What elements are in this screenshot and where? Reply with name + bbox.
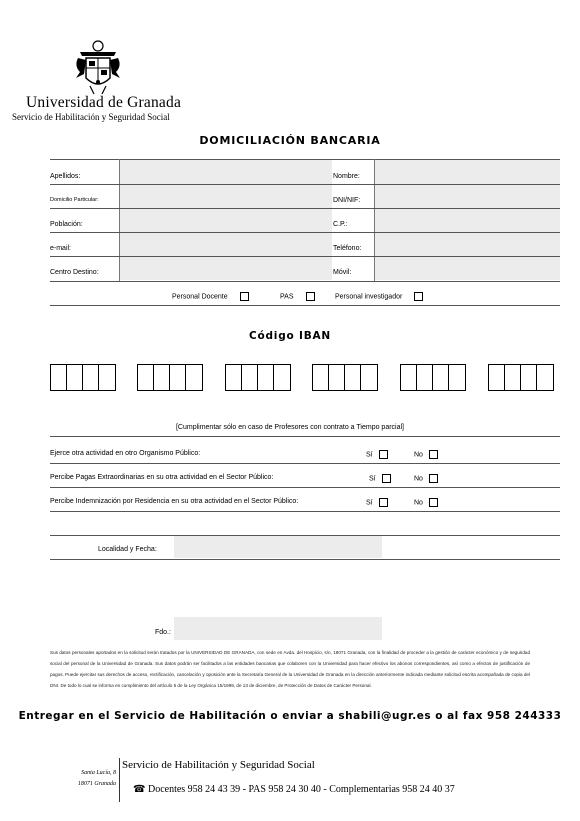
no-label: No (414, 451, 423, 459)
checkbox-pas[interactable] (306, 292, 315, 301)
iban-digit-box[interactable] (449, 365, 465, 390)
role-option-docente[interactable] (172, 292, 249, 301)
iban-digit-box[interactable] (345, 365, 361, 390)
answer-no-3[interactable] (414, 498, 438, 507)
address-line-2: 18071 Granada (77, 781, 116, 787)
footer-phones-text: Docentes 958 24 43 39 - PAS 958 24 30 40 - Complementarias 958 24 40 37 (147, 784, 455, 795)
iban-digit-box[interactable] (489, 365, 505, 390)
role-label-docente: Personal Docente (172, 293, 228, 301)
role-option-pas[interactable] (280, 292, 315, 301)
iban-digit-box[interactable] (138, 365, 154, 390)
role-label-pas: PAS (280, 293, 294, 301)
iban-group-4 (312, 364, 378, 391)
answer-yes-2[interactable] (369, 474, 391, 483)
delivery-instructions: Entregar en el Servicio de Habilitación o enviar a shabili@ugr.es o al fax 958 244333 (18, 710, 562, 722)
field-label-cp: C.P.: (333, 221, 348, 228)
iban-group-6 (488, 364, 554, 391)
iban-group-3 (225, 364, 291, 391)
checkbox-no-1[interactable] (429, 450, 438, 459)
form-title: DOMICILIACIÓN BANCARIA (199, 134, 381, 147)
footer-phones (133, 784, 455, 795)
telefono-input[interactable] (375, 233, 560, 256)
iban-group-1 (50, 364, 116, 391)
place-date-label: Localidad y Fecha: (98, 546, 157, 553)
field-label-poblacion: Población: (50, 221, 83, 228)
address-line-1: Santa Lucía, 8 (81, 770, 116, 776)
no-label: No (414, 475, 423, 483)
poblacion-input[interactable] (120, 209, 332, 232)
footer-divider (119, 758, 120, 802)
iban-digit-box[interactable] (401, 365, 417, 390)
iban-digit-box[interactable] (226, 365, 242, 390)
question-extra-pay: Percibe Pagas Extraordinarias en su otra actividad en el Sector Público: (50, 474, 274, 481)
university-name: Universidad de Granada (26, 94, 182, 111)
university-crest-logo (72, 38, 124, 96)
question-other-activity: Ejerce otra actividad en otro Organismo Público: (50, 450, 201, 457)
iban-digit-box[interactable] (51, 365, 67, 390)
dni-input[interactable] (375, 185, 560, 208)
phone-icon: ☎ (133, 784, 146, 795)
checkbox-investigador[interactable] (414, 292, 423, 301)
yes-label: Sí (366, 499, 373, 507)
role-option-investigador[interactable] (335, 292, 423, 301)
nombre-input[interactable] (375, 160, 560, 184)
iban-digit-box[interactable] (170, 365, 186, 390)
data-protection-notice: Sus datos personales aportados en la solicitud serán tratados por la UNIVERSIDAD DE GRANADA, con sede en Avda. del Hospicio, s/n, 18071 Granada, con la finalidad de proceder a la gestión de carácter económico y de seguridad social del personal de la Universidad de Granada. Sus datos podrán ser facilitados a las entidades bancarias que colaboren con la Universidad para hacer efectivo los abonos correspondientes, así como a efectos de justificación de pagos. Puede ejercitar sus derechos de acceso, rectificación, cancelación y oposición ante la Secretaría General de la Universidad de Granada en la dirección anteriormente indicada mediante solicitud escrita acompañada de copia del DNI. De todo lo cual se informa en cumplimiento del artículo 5 de la Ley Orgánica 15/1999, de 13 de diciembre, de Protección de Datos de Carácter Personal. (50, 650, 530, 688)
iban-digit-box[interactable] (521, 365, 537, 390)
checkbox-yes-3[interactable] (379, 498, 388, 507)
yes-label: Sí (366, 451, 373, 459)
domicilio-input[interactable] (120, 185, 332, 208)
iban-digit-box[interactable] (274, 365, 290, 390)
iban-digit-box[interactable] (433, 365, 449, 390)
iban-digit-box[interactable] (361, 365, 377, 390)
iban-digit-box[interactable] (258, 365, 274, 390)
checkbox-no-2[interactable] (429, 474, 438, 483)
checkbox-no-3[interactable] (429, 498, 438, 507)
field-label-centro: Centro Destino: (50, 269, 99, 276)
email-input[interactable] (120, 233, 332, 256)
service-name: Servicio de Habilitación y Seguridad Social (12, 112, 170, 122)
answer-no-2[interactable] (414, 474, 438, 483)
checkbox-docente[interactable] (240, 292, 249, 301)
iban-digit-box[interactable] (537, 365, 553, 390)
answer-no-1[interactable] (414, 450, 438, 459)
iban-digit-box[interactable] (83, 365, 99, 390)
iban-digit-box[interactable] (505, 365, 521, 390)
footer-service-name: Servicio de Habilitación y Seguridad Social (122, 759, 315, 771)
checkbox-yes-2[interactable] (382, 474, 391, 483)
apellidos-input[interactable] (120, 160, 332, 184)
iban-group-2 (137, 364, 203, 391)
yes-label: Sí (369, 475, 376, 483)
field-label-telefono: Teléfono: (333, 245, 362, 252)
place-date-input[interactable] (174, 536, 382, 558)
field-label-dni: DNI/NIF: (333, 197, 361, 204)
field-label-nombre: Nombre: (333, 173, 360, 180)
iban-digit-box[interactable] (242, 365, 258, 390)
answer-yes-1[interactable] (366, 450, 388, 459)
answer-yes-3[interactable] (366, 498, 388, 507)
centro-input[interactable] (120, 257, 332, 281)
movil-input[interactable] (375, 257, 560, 281)
signature-label: Fdo.: (155, 629, 171, 636)
part-time-note: [Cumplimentar sólo en caso de Profesores con contrato a Tiempo parcial] (175, 424, 404, 431)
cp-input[interactable] (375, 209, 560, 232)
iban-title: Código IBAN (248, 330, 332, 342)
field-label-movil: Móvil: (333, 269, 352, 276)
no-label: No (414, 499, 423, 507)
iban-digit-box[interactable] (99, 365, 115, 390)
iban-digit-box[interactable] (417, 365, 433, 390)
iban-digit-box[interactable] (329, 365, 345, 390)
signature-input[interactable] (174, 617, 382, 640)
role-label-investigador: Personal investigador (335, 293, 403, 301)
checkbox-yes-1[interactable] (379, 450, 388, 459)
iban-group-5 (400, 364, 466, 391)
iban-digit-box[interactable] (67, 365, 83, 390)
iban-digit-box[interactable] (154, 365, 170, 390)
iban-digit-box[interactable] (186, 365, 202, 390)
question-residence-allowance: Percibe Indemnización por Residencia en su otra actividad en el Sector Público: (50, 498, 299, 505)
field-label-domicilio: Domicilio Particular: (50, 197, 99, 203)
field-label-apellidos: Apellidos: (50, 173, 81, 180)
iban-digit-box[interactable] (313, 365, 329, 390)
field-label-email: e-mail: (50, 245, 72, 252)
